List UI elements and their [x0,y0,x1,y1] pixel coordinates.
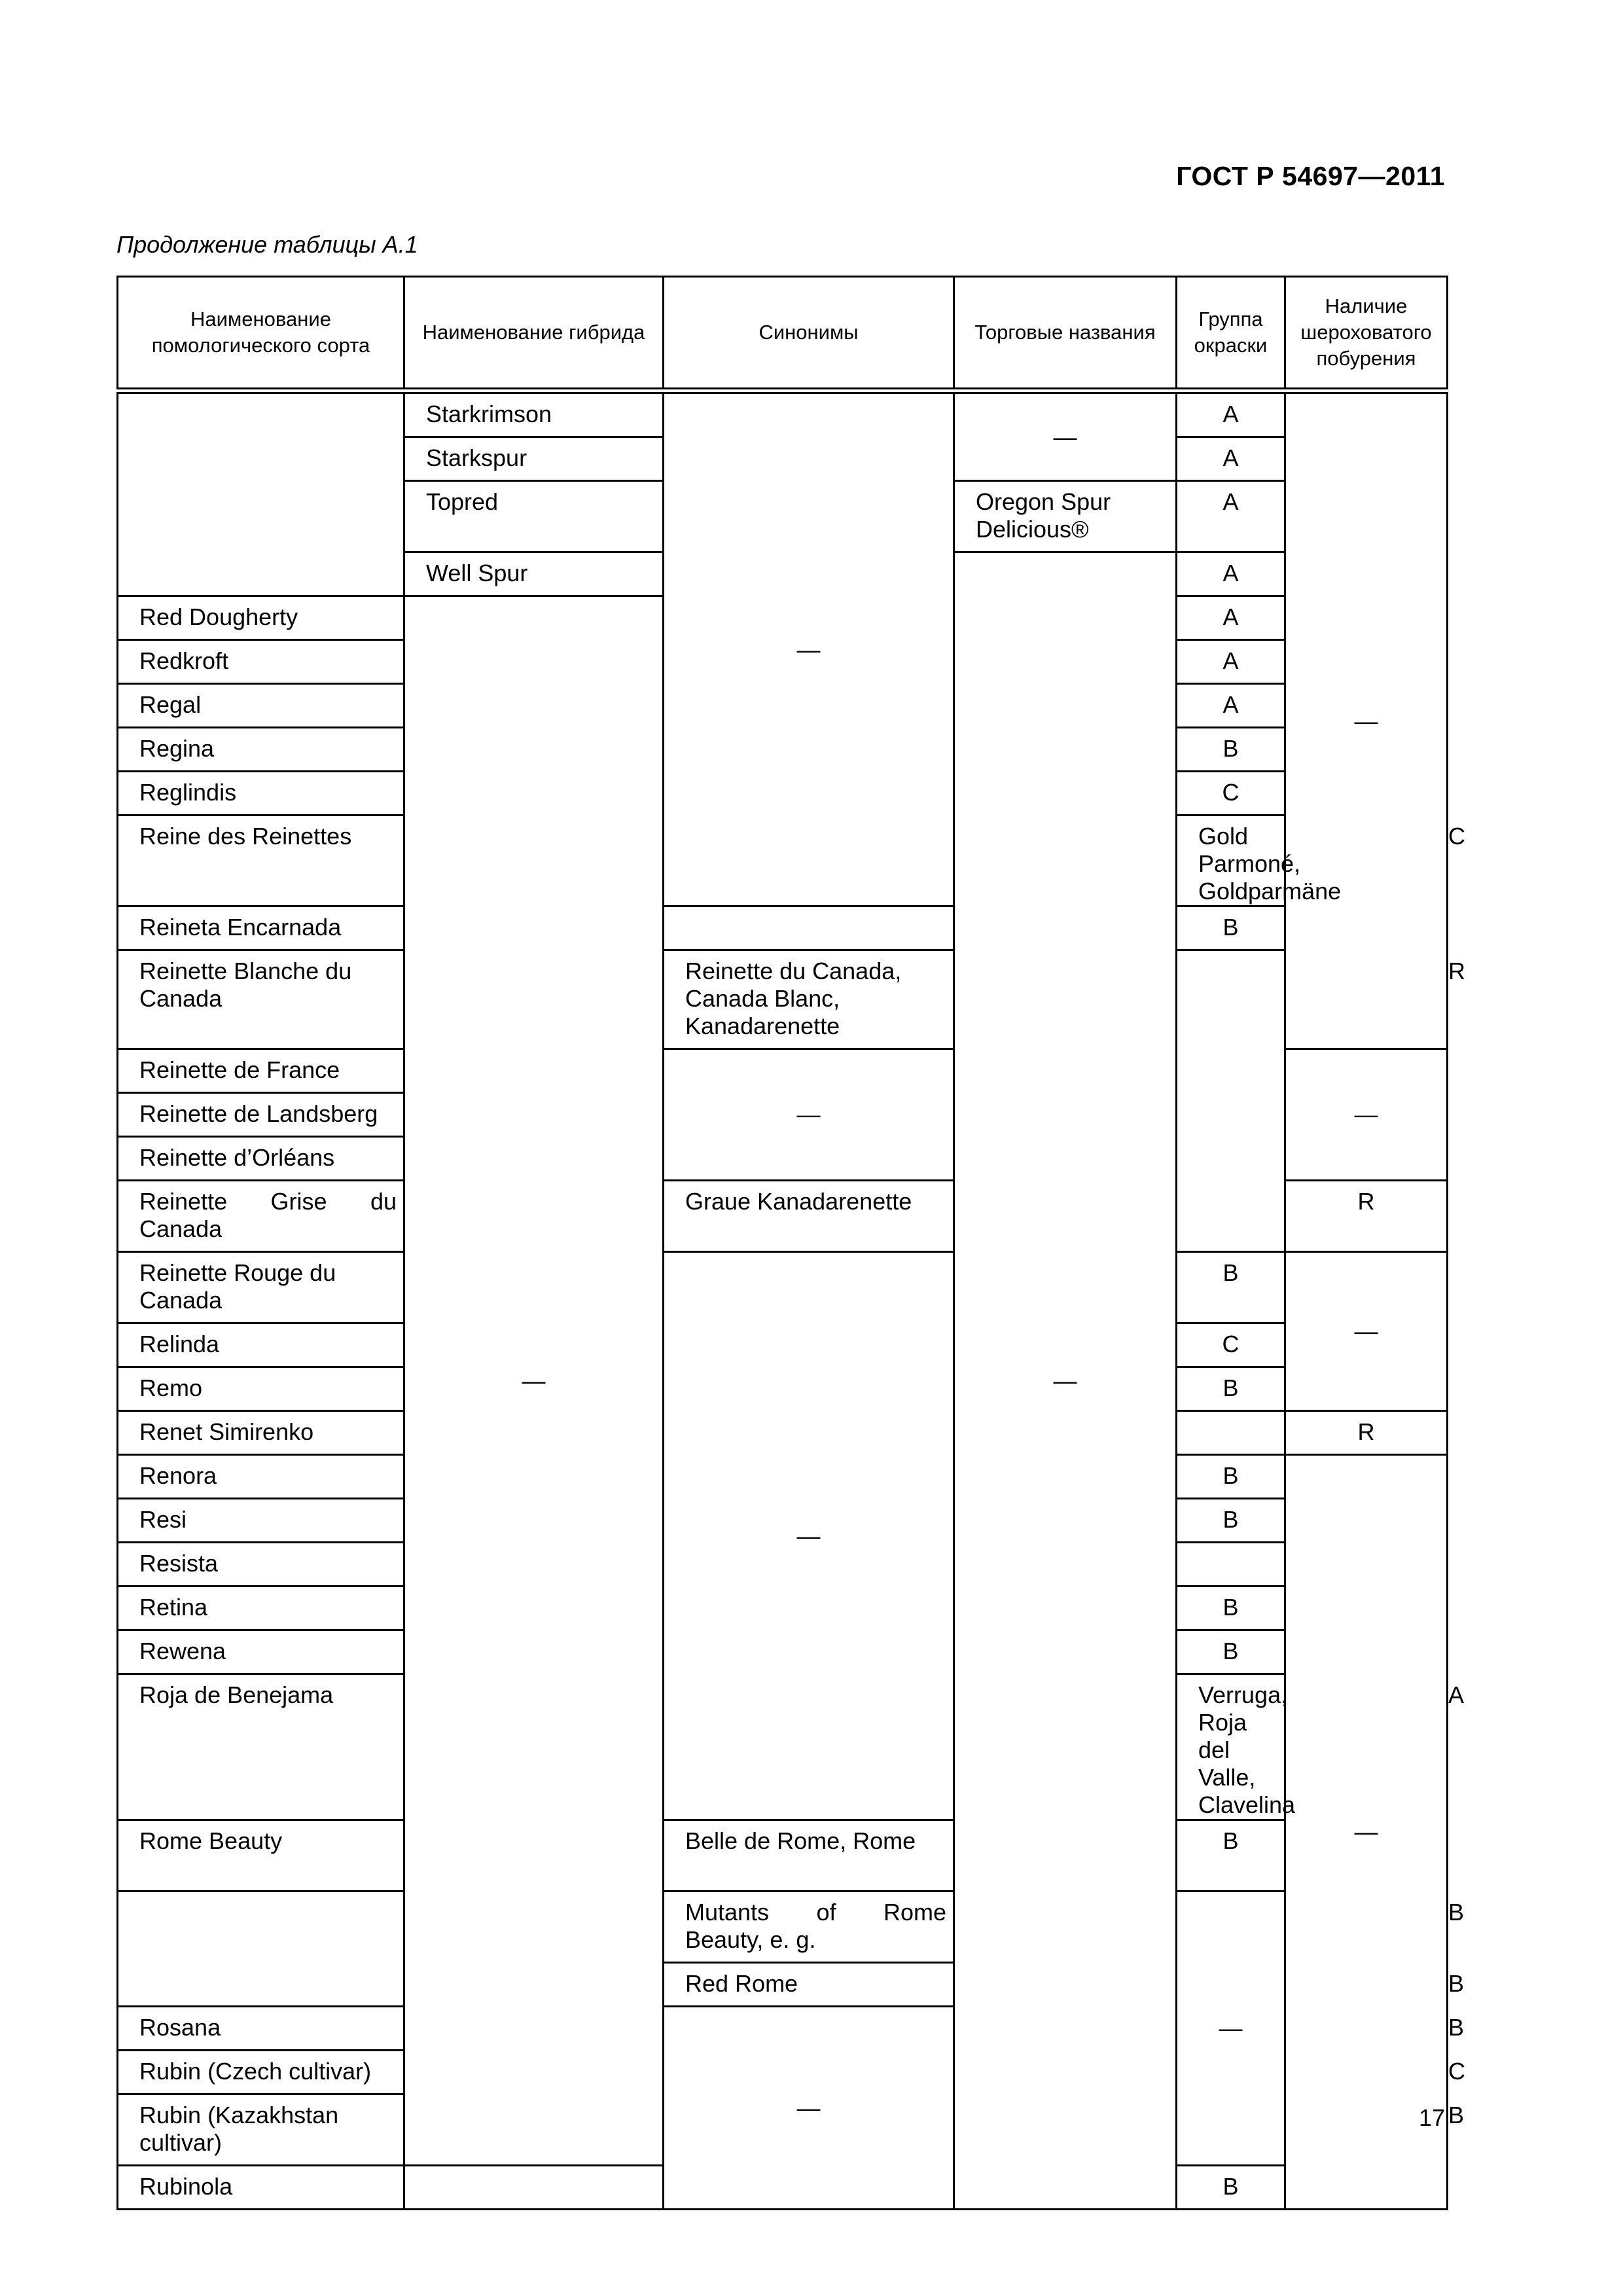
colour-group-cell-empty [1177,1411,1285,1455]
table-row: Mutants of Rome Beauty, e. g. — B [118,1892,1448,1963]
cultivar-cell: Rome Beauty [118,1820,404,1892]
synonyms-cell: Verruga, Roja del Valle, Clavelina [1177,1674,1285,1820]
synonyms-dash: — [664,391,954,906]
trade-name-dash: — [954,391,1177,481]
cultivar-cell: Rubinola [118,2166,404,2210]
document-code: ГОСТ Р 54697—2011 [1176,161,1445,191]
colour-group-cell: B [1177,1252,1285,1323]
cultivar-cell: Reinette Blanche du Canada [118,950,404,1049]
colour-group-cell: B [1177,1499,1285,1543]
column-header-colour-group: Группа окраски [1177,277,1285,391]
colour-group-cell: B [1177,1630,1285,1674]
table-row: Reine des Reinettes Gold Parmoné, Goldparmäne C [118,816,1448,906]
cultivar-cell: Reinette Rouge du Canada [118,1252,404,1323]
cultivar-cell: Reinette de Landsberg [118,1093,404,1137]
colour-group-cell: B [1177,1367,1285,1411]
cultivar-cell: Renet Simirenko [118,1411,404,1455]
trade-name-dash: — [954,552,1177,2210]
cultivar-cell: Reinette Grise du Canada [118,1181,404,1252]
hybrid-cell: Red Rome [664,1963,954,2007]
hybrid-cell: Starkspur [404,437,664,481]
hybrid-cell: Topred [404,481,664,552]
trade-name-cell: Oregon Spur Delicious® [954,481,1177,552]
table-row: Red Rome B [118,1963,1448,2007]
table-row: Roja de Benejama Verruga, Roja del Valle, Clavelina A [118,1674,1448,1820]
colour-group-cell-empty [1177,1543,1285,1587]
cultivar-cell: Remo [118,1367,404,1411]
hybrid-cell: Starkrimson [404,391,664,437]
colour-group-cell: A [1177,481,1285,552]
colour-group-cell: A [1177,684,1285,728]
column-header-synonyms: Синонимы [664,277,954,391]
cultivar-cell: Reine des Reinettes [118,816,404,906]
hybrid-cell: Mutants of Rome Beauty, e. g. [664,1892,954,1963]
cultivar-cell-empty [118,391,404,596]
table-row: Rosana — B [118,2007,1448,2051]
cultivar-cell: Resista [118,1543,404,1587]
cultivar-cell: Reineta Encarnada [118,906,404,950]
cultivar-cell: Reglindis [118,772,404,816]
colour-group-cell: A [1177,391,1285,437]
cultivar-table [116,276,1465,2210]
table-row [118,1820,1448,1892]
colour-group-cell-empty [1177,950,1285,1252]
table-row [118,1252,1448,1323]
cultivar-cell: Reinette d’Orléans [118,1137,404,1181]
colour-group-cell: B [1177,1587,1285,1630]
cultivar-cell: Red Dougherty [118,596,404,640]
synonyms-cell: Reinette du Canada, Canada Blanc, Kanadarenette [664,950,954,1049]
table-row [118,906,1448,950]
table-row [118,391,1448,437]
colour-group-cell: C [1177,1323,1285,1367]
synonyms-dash: — [664,1049,954,1181]
synonyms-cell: Graue Kanadarenette [664,1181,954,1252]
synonyms-cell: Gold Parmoné, Goldparmäne [1177,816,1285,906]
table-row: Rubin (Czech cultivar) C [118,2051,1448,2094]
cultivar-cell: Rubin (Czech cultivar) [118,2051,404,2094]
russeting-dash: — [1285,1049,1448,1181]
table-row: Reinette Blanche du Canada Reinette du Canada, Canada Blanc, Kanadarenette R [118,950,1448,1049]
table-row: Rubin (Kazakhstan cultivar) B [118,2094,1448,2166]
colour-group-cell: B [1177,1820,1285,1892]
trade-name-cell-empty [404,2166,664,2210]
colour-group-cell: B [1177,728,1285,772]
colour-group-cell: C [1177,772,1285,816]
column-header-trade-names: Торговые названия [954,277,1177,391]
cultivar-cell: Rosana [118,2007,404,2051]
cultivar-cell: Rubin (Kazakhstan cultivar) [118,2094,404,2166]
synonyms-dash: — [1177,1892,1285,2166]
cultivar-cell: Redkroft [118,640,404,684]
colour-group-cell: B [1177,906,1285,950]
table-caption: Продолжение таблицы А.1 [116,231,418,258]
hybrid-cell: Well Spur [404,552,664,596]
column-header-pomological-cultivar: Наименование помологического сорта [118,277,404,391]
russeting-cell: R [1285,1181,1448,1252]
cultivar-cell: Rewena [118,1630,404,1674]
colour-group-cell: A [1177,552,1285,596]
synonyms-cell: Belle de Rome, Rome [664,1820,954,1892]
russeting-dash: — [1285,391,1448,1049]
page-number: 17 [1418,2104,1445,2131]
cultivar-cell: Roja de Benejama [118,1674,404,1820]
russeting-cell: R [1285,1411,1448,1455]
synonyms-cell-empty [664,906,954,950]
cultivar-cell: Renora [118,1455,404,1499]
cultivar-cell-empty [118,1892,404,2007]
colour-group-cell: B [1177,1455,1285,1499]
colour-group-cell: A [1177,640,1285,684]
russeting-dash: — [1285,1252,1448,1411]
cultivar-cell: Retina [118,1587,404,1630]
colour-group-cell: A [1177,596,1285,640]
table-header-row [118,277,1448,391]
column-header-hybrid: Наименование гибрида [404,277,664,391]
colour-group-cell: B [1177,2166,1285,2210]
column-header-russeting: Наличие шероховатого побурения [1285,277,1448,391]
cultivar-cell: Relinda [118,1323,404,1367]
cultivar-cell: Regina [118,728,404,772]
cultivar-cell: Regal [118,684,404,728]
synonyms-dash: — [664,1252,954,1820]
hybrid-dash: — [404,596,664,2166]
hybrid-dash: — [664,2007,954,2210]
cultivar-cell: Resi [118,1499,404,1543]
russeting-dash: — [1285,1455,1448,2210]
colour-group-cell: A [1177,437,1285,481]
cultivar-cell: Reinette de France [118,1049,404,1093]
